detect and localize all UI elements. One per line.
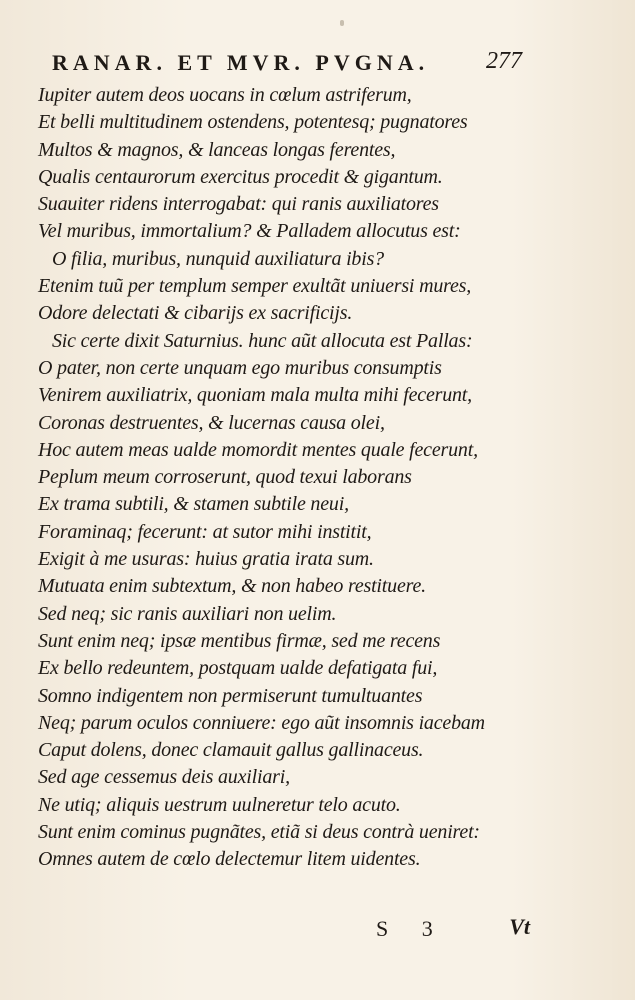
page-header [52,46,522,80]
verse-line: Neq; parum oculos conniuere: ego aũt insomnis iacebam [38,711,485,734]
page-number: 277 [486,48,522,74]
verse-line: O pater, non certe unquam ego muribus consumptis [38,356,442,379]
verse-line: Coronas destruentes, & lucernas causa olei, [38,411,385,434]
verse-line: Caput dolens, donec clamauit gallus gallinaceus. [38,739,424,762]
verse-line: Sed age cessemus deis auxiliari, [38,766,290,789]
verse-line: Ex bello redeuntem, postquam ualde defatigata fui, [38,657,438,680]
signature-mark: S 3 [376,916,447,941]
verse-line: Sunt enim neq; ipsæ mentibus firmæ, sed me recens [38,629,441,652]
verse-line: Multos & magnos, & lanceas longas ferentes, [38,138,396,161]
verse-line: Odore delectati & cibarijs ex sacrificijs. [38,302,353,325]
verse-line: Sunt enim cominus pugnãtes, etiã si deus contrà ueniret: [38,821,480,844]
verse-line: Etenim tuũ per templum semper exultãt uniuersi mures, [38,275,472,298]
verse-line: Ne utiq; aliquis uestrum uulneretur telo acuto. [38,793,401,816]
verse-line: Omnes autem de cœlo delectemur litem uidentes. [38,848,421,871]
catchword: Vt [509,914,530,939]
page-footer [370,914,530,944]
verse-line: Venirem auxiliatrix, quoniam mala multa mihi fecerunt, [38,384,472,407]
verse-line: Vel muribus, immortalium? & Palladem allocutus est: [38,220,461,243]
verse-line: Qualis centaurorum exercitus procedit & gigantum. [38,165,443,188]
verse-line: Somno indigentem non permiserunt tumultuantes [38,684,423,707]
running-head: RANAR. ET MVR. PVGNA. [52,50,430,75]
verse-line: Exigit à me usuras: huius gratia irata sum. [38,548,374,571]
verse-line: Mutuata enim subtextum, & non habeo restituere. [38,575,426,598]
paper-speck [340,20,344,26]
verse-block [38,82,530,874]
verse-line: Foraminaq; fecerunt: at sutor mihi institit, [38,520,372,543]
verse-line: Hoc autem meas ualde momordit mentes quale fecerunt, [38,438,478,461]
verse-line: Ex trama subtili, & stamen subtile neui, [38,493,349,516]
verse-line: Peplum meum corroserunt, quod texui laborans [38,466,412,489]
verse-line: Sic certe dixit Saturnius. hunc aũt allocuta est Pallas: [52,329,473,352]
verse-line: O filia, muribus, nunquid auxiliatura ibis? [52,247,384,270]
verse-line: Suauiter ridens interrogabat: qui ranis auxiliatores [38,193,439,216]
verse-line: Sed neq; sic ranis auxiliari non uelim. [38,602,337,625]
verse-line: Et belli multitudinem ostendens, potentesq; pugnatores [38,111,468,134]
verse-line: Iupiter autem deos uocans in cœlum astriferum, [38,84,412,106]
